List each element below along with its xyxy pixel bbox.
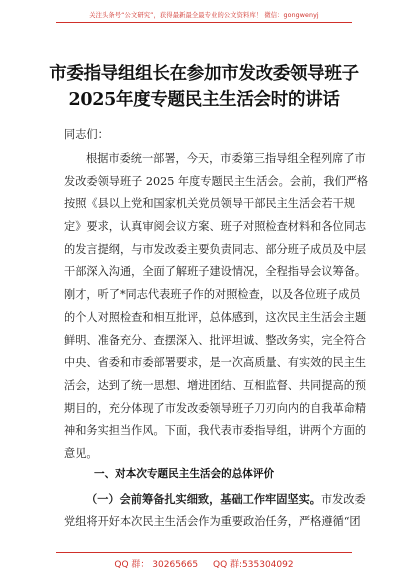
body-line: 刚才，听了*同志代表班子作的对照检查，以及各位班子成员: [64, 288, 361, 302]
body-line: 发改委领导班子 2025 年度专题民主生活会。会前，我们严格: [64, 174, 369, 188]
header-divider: [56, 22, 352, 23]
footer-divider: [56, 552, 352, 553]
body-line: 的个人对照检查和相互批评，总体感到，这次民主生活会主题: [64, 310, 367, 324]
body-line: 党组将开好本次民主生活会作为重要政治任务，严格遵循“团: [64, 514, 361, 528]
sub-heading-continuation: 市发改委: [320, 493, 366, 506]
body-line: 神和务实担当作风。下面，我代表市委指导组，讲两个方面的: [64, 424, 367, 438]
header-banner: 关注头条号“公文研究”，获得最新最全最专业的公文资料库！ 微信：gongwenyj: [89, 12, 319, 19]
footer: [56, 557, 352, 570]
body-line: 干部深入沟通，全面了解班子建设情况，全程指导会议筹备。: [64, 265, 367, 279]
body-line: 定》要求，认真审阅会议方案、班子对照检查材料和各位同志: [64, 220, 367, 234]
footer-qq-group-2: QQ 群:535304092: [212, 560, 294, 570]
document-title-line-1: 市委指导组组长在参加市发改委领导班子: [49, 64, 359, 84]
body-line: 期目的，充分体现了市发改委领导班子刀刃向内的自我革命精: [64, 401, 367, 415]
sub-heading-line: [64, 488, 366, 511]
body-line: 鲜明、准备充分、查摆深入、批评坦诚、整改务实，完全符合: [64, 333, 367, 347]
sub-heading: （一）会前筹备扎实细致，基础工作牢固坚实。: [86, 492, 321, 506]
body-line: 的发言提纲，与市发改委主要负责同志、部分班子成员及中层: [64, 242, 367, 256]
body-paragraph-2: [64, 488, 366, 533]
body-line: 中央、省委和市委部署要求，是一次高质量、有实效的民主生: [64, 356, 367, 370]
body-line: 意见。: [64, 446, 98, 460]
body-line: 按照《县以上党和国家机关党员领导干部民主生活会若干规: [64, 197, 355, 211]
footer-qq-group-1: QQ 群： 30265665: [114, 560, 199, 570]
document-title-line-2: 2025年度专题民主生活会时的讲话: [68, 90, 340, 110]
greeting: [64, 124, 354, 147]
greeting-text: 同志们：: [64, 128, 109, 141]
body-paragraph: [64, 148, 369, 466]
body-line: 根据市委统一部署，今天，市委第三指导组全程列席了市: [86, 152, 366, 165]
section-heading: 一、对本次专题民主生活会的总体评价: [94, 468, 275, 480]
body-line: 活会，达到了统一思想、增进团结、互相监督、共同提高的预: [64, 378, 367, 392]
